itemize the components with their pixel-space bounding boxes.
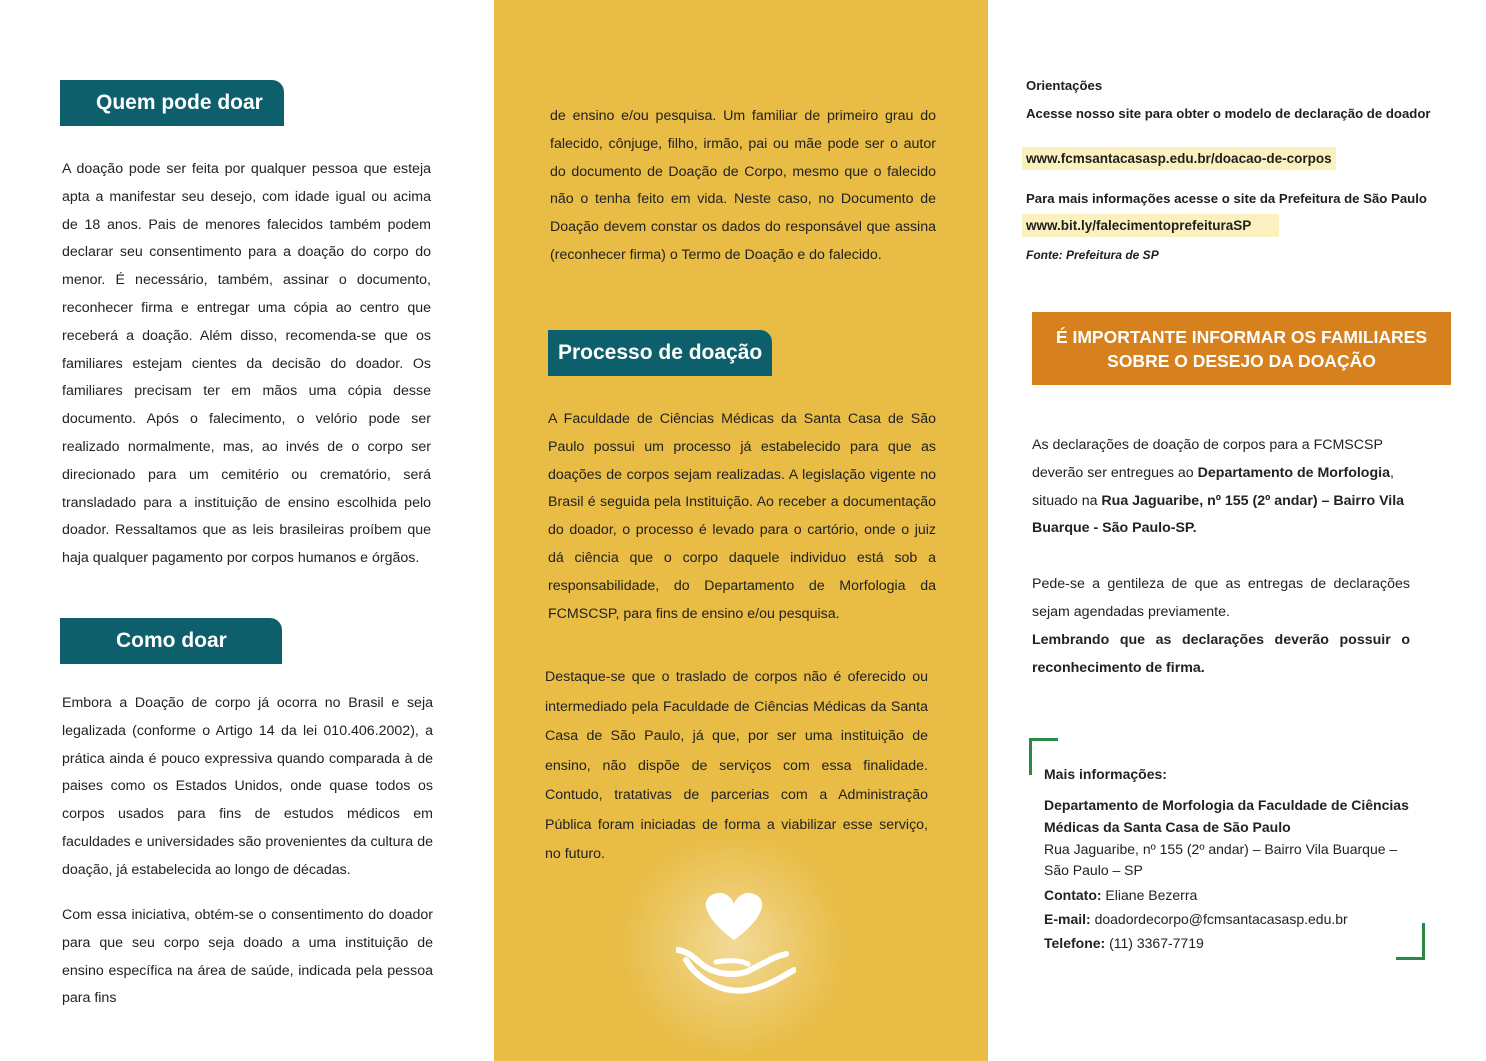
processo-de-doacao-heading: Processo de doação xyxy=(548,330,772,376)
fonte-label: Fonte: Prefeitura de SP xyxy=(1026,248,1159,262)
decl-text-2: , situado na xyxy=(1032,464,1394,509)
mais-informacoes-site-text: Para mais informações acesse o site da Prefeitura de São Paulo xyxy=(1026,191,1427,206)
green-bracket-bottom-right xyxy=(1396,923,1425,960)
como-doar-text-2: Com essa iniciativa, obtém-se o consentimento do doador para que seu corpo seja doado a uma instituição de ensino específica na área de saúde, indicada pela pessoa para fins xyxy=(62,907,433,1007)
important-notice-box xyxy=(1032,312,1451,385)
dept-line-2: Médicas da Santa Casa de São Paulo xyxy=(1044,819,1291,835)
continuation-text: de ensino e/ou pesquisa. Um familiar de primeiro grau do falecido, cônjuge, filho, irmão, pai ou mãe pode ser o autor do documento de Doação de Corpo, mesmo que o falecido não o tenha feito em vida. Neste caso, no Documento de Doação devem constar os dados do responsável que assina (reconhecer firma) o Termo de Doação e do falecido. xyxy=(550,108,936,263)
destaque-text: Destaque-se que o traslado de corpos não é oferecido ou intermediado pela Faculdade de Ciências Médicas da Santa Casa de São Paulo, já que, por ser uma instituição de ensino, não dispõe de serviços com essa finalidade. Contudo, tratativas de parcerias com a Administração Pública foram iniciadas de forma a viabilizar esse serviço, no futuro. xyxy=(545,669,928,862)
heart-hand-icon xyxy=(676,890,796,1000)
telefone-label: Telefone: xyxy=(1044,935,1106,951)
decl-text-1: As declarações de doação de corpos para a FCMSCSP deverão ser entregues ao xyxy=(1032,437,1383,481)
telefone-value: (11) 3367-7719 xyxy=(1105,935,1204,951)
contato-value: Eliane Bezerra xyxy=(1101,887,1198,903)
quem-pode-doar-text: A doação pode ser feita por qualquer pessoa que esteja apta a manifestar seu desejo, com idade igual ou acima de 18 anos. Pais de menores falecidos também podem declarar seu consentimento para a doação do corpo do menor. É necessário, também, assinar o documento, reconhecer firma e entregar uma cópia ao centro que receberá a doação. Além disso, recomenda-se que os familiares estejam cientes da decisão do doador. Os familiares precisam ter em mãos uma cópia desse documento. Após o falecimento, o velório pode ser realizado normalmente, mas, ao invés de o corpo ser direcionado para um cemitério ou crematório, será transladado para a instituição de ensino escolhida pelo doador. Ressaltamos que as leis brasileiras proíbem que haja qualquer pagamento por corpos humanos e órgãos. xyxy=(62,161,431,567)
email-line xyxy=(1044,911,1348,927)
como-doar-heading: Como doar xyxy=(60,618,282,664)
address-line-2: São Paulo – SP xyxy=(1044,862,1143,878)
notice-line-1: É IMPORTANTE INFORMAR OS FAMILIARES xyxy=(1055,327,1428,347)
heart-hand-illustration xyxy=(614,835,854,1055)
telefone-line xyxy=(1044,935,1204,951)
decl-bold-address: Rua Jaguaribe, nº 155 (2º andar) – Bairro Vila Buarque - São Paulo-SP. xyxy=(1032,492,1405,537)
site-link-doacao[interactable]: www.fcmsantacasasp.edu.br/doacao-de-corpos xyxy=(1022,147,1336,170)
notice-line-2: SOBRE O DESEJO DA DOAÇÃO xyxy=(1107,351,1376,371)
contato-label: Contato: xyxy=(1044,887,1102,903)
pede-se-text: Pede-se a gentileza de que as entregas de declarações sejam agendadas previamente. xyxy=(1032,576,1410,620)
right-panel xyxy=(988,0,1486,1061)
como-doar-text-1: Embora a Doação de corpo já ocorra no Brasil e seja legalizada (conforme o Artigo 14 da lei 010.406.2002), a prática ainda é pouco expressiva quando comparada à de paises como os Estados Unidos, onde quase todos os corpos usados para fins de estudos médicos em faculdades e universidades são provenientes da cultura de doação, já estabelecida ao longo de décadas. xyxy=(62,695,433,878)
quem-pode-doar-heading: Quem pode doar xyxy=(60,80,284,126)
email-value[interactable]: doadordecorpo@fcmsantacasasp.edu.br xyxy=(1090,911,1348,927)
processo-text: A Faculdade de Ciências Médicas da Santa Casa de São Paulo possui um processo já estabelecido para que as doações de corpos sejam realizadas. A legislação vigente no Brasil é seguida pela Instituição. Ao receber a documentação do doador, o processo é levado para o cartório, onde o juiz dá ciência que o corpo daquele individuo está sob a responsabilidade, do Departamento de Morfologia da FCMSCSP, para fins de ensino e/ou pesquisa. xyxy=(548,411,936,622)
email-label: E-mail: xyxy=(1044,911,1091,927)
site-link-prefeitura[interactable]: www.bit.ly/falecimentoprefeituraSP xyxy=(1022,214,1279,237)
lembrando-text: Lembrando que as declarações deverão possuir o reconhecimento de firma. xyxy=(1032,632,1410,676)
contato-line xyxy=(1044,887,1197,903)
orientacoes-label: Orientações xyxy=(1026,78,1103,93)
dept-line-1: Departamento de Morfologia da Faculdade de Ciências xyxy=(1044,797,1409,813)
declaracoes-text xyxy=(1032,432,1412,543)
address-line-1: Rua Jaguaribe, nº 155 (2º andar) – Bairro Vila Buarque – xyxy=(1044,841,1398,857)
left-panel xyxy=(0,0,494,1061)
decl-bold-dept: Departamento de Morfologia xyxy=(1197,464,1390,481)
acesse-site-text: Acesse nosso site para obter o modelo de declaração de doador xyxy=(1026,106,1431,121)
mais-info-title: Mais informações: xyxy=(1044,766,1167,782)
middle-panel xyxy=(494,0,988,1061)
